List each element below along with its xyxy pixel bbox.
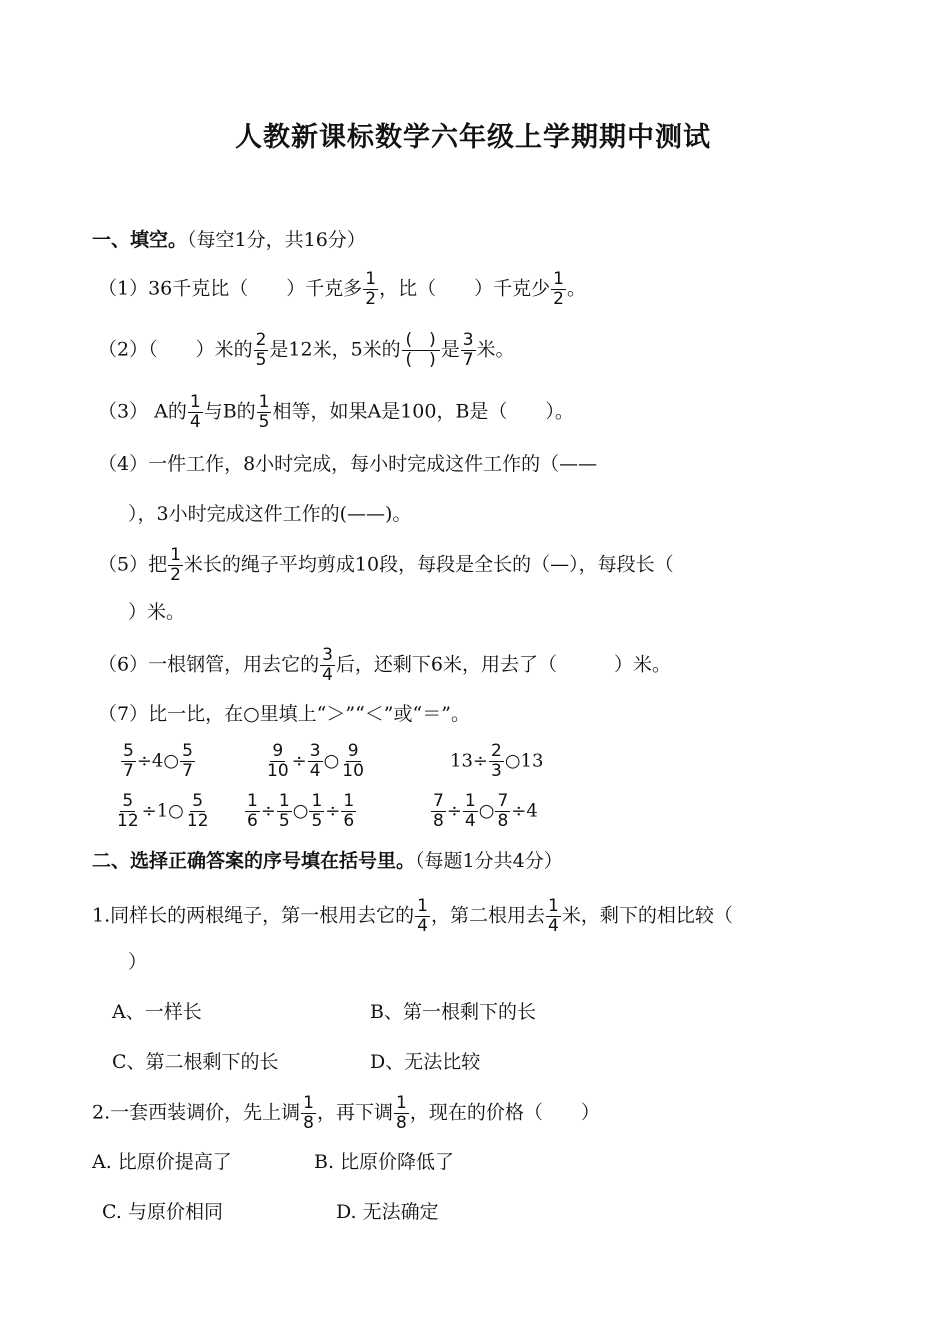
section1-heading: 一、填空。 <box>92 229 188 251</box>
question-5: （5）把 $\frac{1}{2}$ 米长的绳子平均剪成10段，每段是全长的（—），每段长（ <box>98 545 674 585</box>
question-6: （6）一根钢管，用去它的 $\frac{3}{4}$ 后，还剩下6米，用去了（ ）米。 <box>98 645 672 685</box>
compare-r2c2: $\frac{1}{6}$ ÷ $\frac{1}{5}$ ○ $\frac{1}{5}$ ÷ $\frac{1}{6}$ <box>247 791 355 831</box>
fraction-1-4: $\frac{1}{4}$ <box>417 896 428 936</box>
question-5-line2: ）米。 <box>128 601 186 623</box>
fraction-1-4: $\frac{1}{4}$ <box>547 896 559 936</box>
compare-r1c1: $\frac{5}{7}$ ÷4○ $\frac{5}{7}$ <box>123 741 193 781</box>
choice-question-1: 1.同样长的两根绳子，第一根用去它的 $\frac{1}{4}$ ，第二根用去 $\frac{1}{4}$ 米，剩下的相比较（ <box>92 896 733 936</box>
q1-text-b: ，比（ ）千克少 <box>379 277 551 300</box>
fraction-2-5: $\frac{2}{5}$ <box>255 330 267 370</box>
choice-question-1-line2: ） <box>128 951 148 973</box>
compare-r2c1: $\frac{5}{12}$ ÷1○ $\frac{5}{12}$ <box>117 791 209 831</box>
q1-option-b: B、第一根剩下的长 <box>370 1001 536 1023</box>
fraction-blank[interactable]: ( ) ( ) <box>402 331 440 370</box>
question-7: （7）比一比，在○里填上“＞”“＜”或“＝”。 <box>98 703 470 725</box>
fraction-1-8: $\frac{1}{8}$ <box>395 1093 407 1133</box>
q2-text-a: （2）（ ）米的 <box>98 338 253 361</box>
question-2: （2）（ ）米的 $\frac{2}{5}$ 是12米，5米的 ( ) ( ) 是 $\frac{3}{7}$ 米。 <box>98 330 515 370</box>
q1-option-d: D、无法比较 <box>370 1051 481 1073</box>
section2-note: （每题1分共4分） <box>415 850 563 872</box>
question-4-line2: ），3小时完成这件工作的(——)。 <box>128 503 412 525</box>
fraction-1-2: $\frac{1}{2}$ <box>553 269 564 309</box>
section2-heading-line <box>92 849 563 873</box>
q1-text-a: （1）36千克比（ ）千克多 <box>98 277 363 300</box>
section1-note: （每空1分，共16分） <box>187 229 366 251</box>
compare-r1c2: $\frac{9}{10}$ ÷ $\frac{3}{4}$ ○ $\frac{9}{10}$ <box>267 741 364 781</box>
question-1: （1）36千克比（ ）千克多 $\frac{1}{2}$ ，比（ ）千克少 $\frac{1}{2}$ 。 <box>98 269 586 309</box>
q1-option-c: C、第二根剩下的长 <box>112 1051 279 1073</box>
page-title: 人教新课标数学六年级上学期期中测试 <box>235 122 711 153</box>
fraction-3-4: $\frac{3}{4}$ <box>322 645 333 685</box>
q3-text-a: （3） A的 <box>98 400 187 423</box>
fraction-1-4: $\frac{1}{4}$ <box>189 392 201 432</box>
compare-r2c3: $\frac{7}{8}$ ÷ $\frac{1}{4}$ ○ $\frac{7}{8}$ ÷4 <box>433 791 538 831</box>
question-4-line1: （4）一件工作，8小时完成，每小时完成这件工作的（—— <box>98 453 598 475</box>
section1-heading-line <box>92 228 366 252</box>
q2-option-b: B. 比原价降低了 <box>314 1151 455 1173</box>
fraction-1-2: $\frac{1}{2}$ <box>170 545 181 585</box>
choice-question-2: 2.一套西装调价，先上调 $\frac{1}{8}$ ，再下调 $\frac{1}{8}$ ，现在的价格（ ） <box>92 1093 600 1133</box>
q2-text-b: 是12米，5米的 <box>269 338 401 361</box>
q2-option-c: C. 与原价相同 <box>102 1201 223 1223</box>
fraction-1-5: $\frac{1}{5}$ <box>258 392 270 432</box>
fraction-1-8: $\frac{1}{8}$ <box>303 1093 314 1133</box>
q2-option-d: D. 无法确定 <box>336 1201 439 1223</box>
question-3: （3） A的 $\frac{1}{4}$ 与B的 $\frac{1}{5}$ 相等，如果A是100，B是（ ）。 <box>98 392 574 432</box>
fraction-3-7: $\frac{3}{7}$ <box>462 330 474 370</box>
q1-option-a: A、一样长 <box>112 1001 202 1023</box>
section2-heading: 二、选择正确答案的序号填在括号里。 <box>92 850 416 872</box>
q2-option-a: A. 比原价提高了 <box>92 1151 232 1173</box>
fraction-1-2: $\frac{1}{2}$ <box>365 269 377 309</box>
compare-r1c3: 13÷ $\frac{2}{3}$ ○13 <box>450 741 544 781</box>
